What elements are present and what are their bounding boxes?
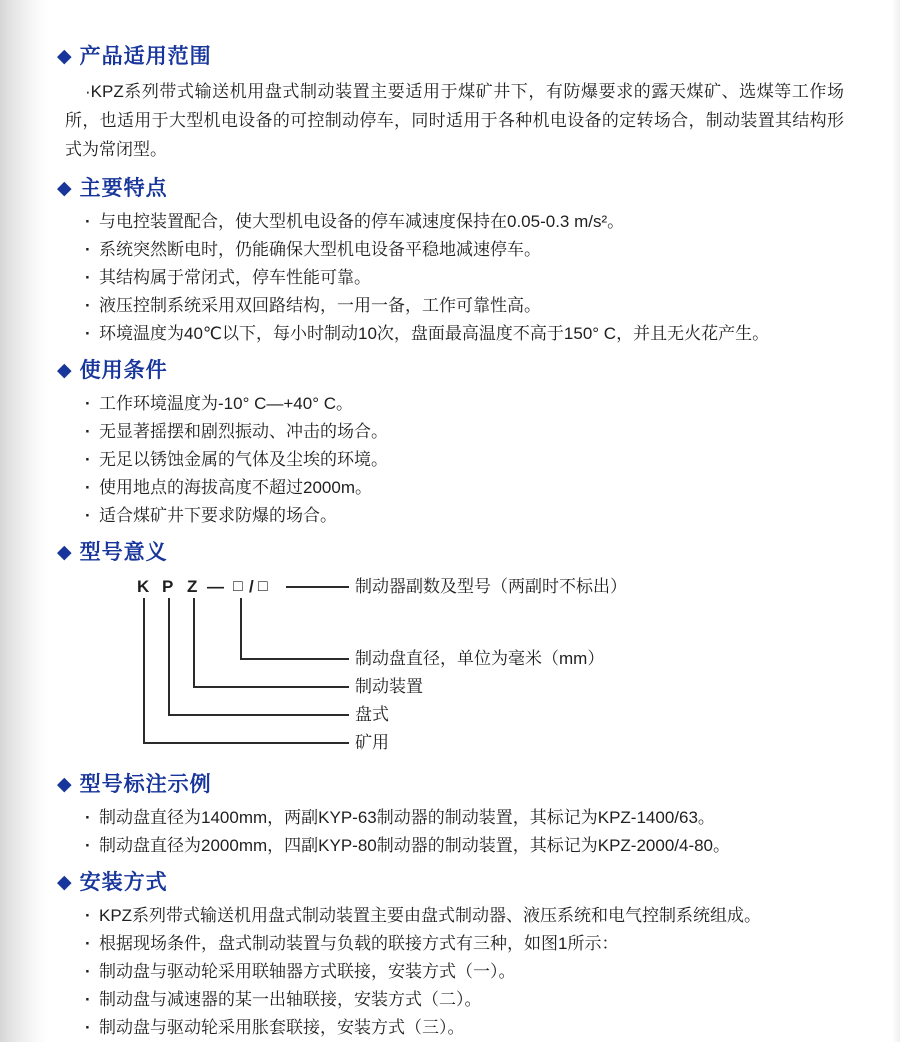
section-conditions-heading [57,356,844,386]
connector-line [193,686,349,688]
section-features [57,174,844,348]
code-letter-z: Z [187,577,198,596]
section-installation [57,868,844,1042]
list-item [57,320,844,348]
section-model-heading [57,538,844,568]
code-box-1: □ [233,578,243,595]
section-title: 使用条件 [79,359,168,382]
diamond-icon: ◆ [57,178,73,199]
branch-label-count-model: 制动器副数及型号（两副时不标出） [355,577,627,596]
connector-line [286,586,349,588]
section-title: 安装方式 [79,871,168,894]
list-item-text: 环境温度为40℃以下，每小时制动10次，盘面最高温度不高于150° C，并且无火花产生。 [99,324,770,343]
connector-line [168,598,170,715]
bullet-dot-icon: · [85,1018,91,1037]
section-title: 型号意义 [79,541,168,564]
code-letter-k: K [137,577,150,596]
list-item [57,958,844,986]
bullet-dot-icon: · [85,394,91,413]
list-item [57,446,844,474]
list-item-text: 根据现场条件，盘式制动装置与负载的联接方式有三种，如图1所示： [99,934,619,953]
bullet-dot-icon: · [85,836,91,855]
model-code-diagram [97,576,844,762]
list-item [57,390,844,418]
diamond-icon: ◆ [57,872,73,893]
list-item [57,264,844,292]
bullet-dot-icon: · [85,478,91,497]
scope-paragraph-text: KPZ系列带式输送机用盘式制动装置主要适用于煤矿井下，有防爆要求的露天煤矿、选煤等工作场所，也适用于大型机电设备的可控制动停车，同时适用于各种机电设备的定转场合，制动装置其结构形式为常闭型。 [65,82,844,159]
bullet-dot-icon: · [85,268,91,287]
bullet-dot-icon: · [85,934,91,953]
bullet-dot-icon: · [85,990,91,1009]
list-item-text: KPZ系列带式输送机用盘式制动装置主要由盘式制动器、液压系统和电气控制系统组成。 [99,906,762,925]
list-item-text: 制动盘与减速器的某一出轴联接，安装方式（二）。 [99,990,482,1009]
branch-label-mining: 矿用 [355,733,389,752]
bullet-dot-icon: · [85,212,91,231]
section-conditions [57,356,844,530]
list-item [57,804,844,832]
list-item-text: 使用地点的海拔高度不超过2000m。 [99,478,372,497]
list-item [57,474,844,502]
list-item [57,986,844,1014]
bullet-dot-icon: · [85,422,91,441]
list-item-text: 与电控装置配合，使大型机电设备的停车减速度保持在0.05-0.3 m/s²。 [99,212,625,231]
code-box-2: □ [258,578,268,595]
diamond-icon: ◆ [57,542,73,563]
section-title: 主要特点 [79,177,168,200]
branch-label-brake-device: 制动装置 [355,677,423,696]
connector-line [240,598,242,659]
conditions-list [57,390,844,530]
list-item-text: 工作环境温度为-10° C—+40° C。 [99,394,354,413]
list-item-text: 适合煤矿井下要求防爆的场合。 [99,506,337,525]
list-item-text: 制动盘直径为2000mm，四副KYP-80制动器的制动装置，其标记为KPZ-2000/4-80。 [99,836,731,855]
branch-label-disc-type: 盘式 [355,705,389,724]
list-item-text: 制动盘与驱动轮采用胀套联接，安装方式（三）。 [99,1018,465,1037]
section-features-heading [57,174,844,204]
list-item [57,292,844,320]
list-item-text: 无显著摇摆和剧烈振动、冲击的场合。 [99,422,388,441]
installation-list [57,902,844,1042]
diamond-icon: ◆ [57,360,73,381]
bullet-dot-icon: · [85,324,91,343]
section-title: 型号标注示例 [79,773,212,796]
list-item-text: 系统突然断电时，仍能确保大型机电设备平稳地减速停车。 [99,240,541,259]
connector-line [143,742,349,744]
connector-line [168,714,349,716]
list-item [57,1014,844,1042]
branch-label-disc-diameter: 制动盘直径，单位为毫米（mm） [355,649,605,668]
list-item-text: 其结构属于常闭式，停车性能可靠。 [99,268,371,287]
list-item [57,930,844,958]
bullet-dot-icon: · [85,450,91,469]
examples-list [57,804,844,860]
diamond-icon: ◆ [57,46,73,67]
section-model-examples [57,770,844,860]
list-item-text: 液压控制系统采用双回路结构，一用一备，工作可靠性高。 [99,296,541,315]
list-item-text: 无足以锈蚀金属的气体及尘埃的环境。 [99,450,388,469]
bullet-dot-icon: · [85,808,91,827]
code-letter-p: P [162,577,174,596]
connector-line [143,598,145,743]
features-list [57,208,844,348]
bullet-dot-icon: · [85,82,91,101]
list-item [57,832,844,860]
bullet-dot-icon: · [85,906,91,925]
scope-paragraph [65,77,844,164]
list-item [57,236,844,264]
section-examples-heading [57,770,844,800]
list-item [57,418,844,446]
code-slash: / [249,577,254,596]
list-item [57,502,844,530]
connector-line [193,598,195,687]
section-scope-heading [57,42,844,72]
bullet-dot-icon: · [85,962,91,981]
bullet-dot-icon: · [85,296,91,315]
section-scope [57,42,844,164]
bullet-dot-icon: · [85,506,91,525]
bullet-dot-icon: · [85,240,91,259]
connector-line [240,658,349,660]
list-item [57,208,844,236]
list-item-text: 制动盘与驱动轮采用联轴器方式联接，安装方式（一）。 [99,962,516,981]
list-item-text: 制动盘直径为1400mm，两副KYP-63制动器的制动装置，其标记为KPZ-1400/63。 [99,808,715,827]
section-title: 产品适用范围 [79,45,212,68]
section-installation-heading [57,868,844,898]
code-dash: — [207,577,224,596]
diamond-icon: ◆ [57,774,73,795]
list-item [57,902,844,930]
section-model-meaning [57,538,844,762]
